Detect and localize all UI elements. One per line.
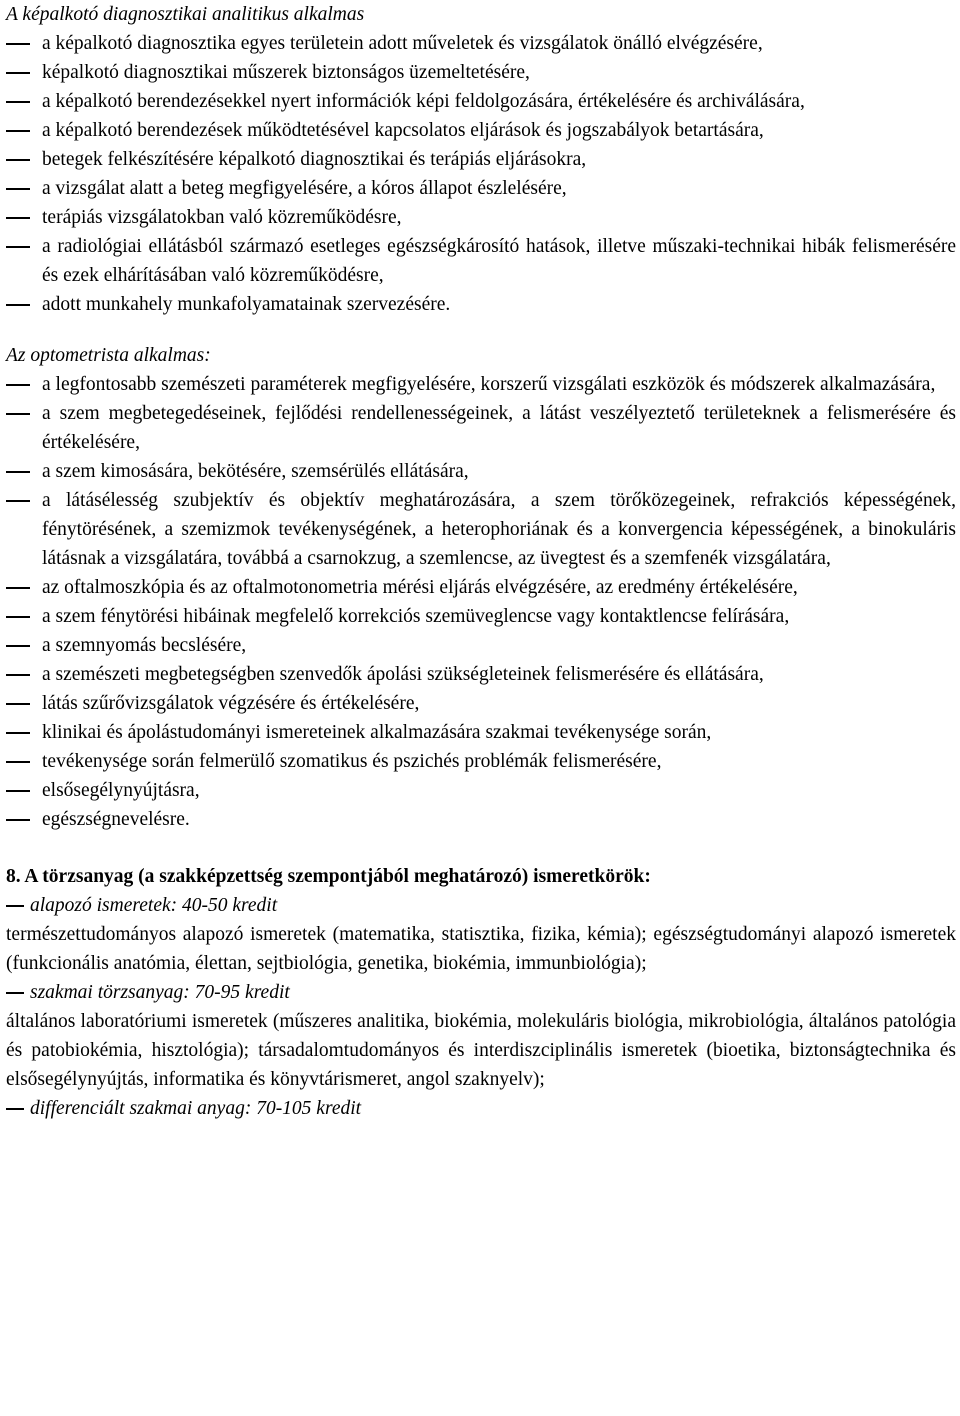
list-item-text: betegek felkészítésére képalkotó diagnosztikai és terápiás eljárásokra, <box>42 149 587 170</box>
optometrist-list <box>6 370 956 834</box>
list-item <box>6 203 956 232</box>
list-item <box>6 457 956 486</box>
list-item <box>6 486 956 573</box>
subheading-text: szakmai törzsanyag: 70-95 kredit <box>30 982 290 1003</box>
list-item <box>6 87 956 116</box>
list-item-text: terápiás vizsgálatokban való közreműködésre, <box>42 207 402 228</box>
subheading-text: differenciált szakmai anyag: 70-105 kredit <box>30 1098 362 1119</box>
list-item-text: a szem fénytörési hibáinak megfelelő korrekciós szemüveglencse vagy kontaktlencse felírására, <box>42 606 790 627</box>
list-item-text: a látásélesség szubjektív és objektív meghatározására, a szem törőközegeinek, refrakciós képességének, fénytörésének, a szemizmok tevékenységének, a heterophoriának és a konvergencia képességének, a binokuláris látásnak a vizsgálatára, továbbá a csarnokzug, a szemlencse, az üvegtest és a szemfenék vizsgálatára, <box>42 490 956 569</box>
section-heading-optometrist: Az optometrista alkalmas: <box>6 345 211 366</box>
dash-bullet <box>6 901 26 911</box>
list-item-text: a szemnyomás becslésére, <box>42 635 247 656</box>
list-item <box>6 718 956 747</box>
dash-bullet <box>6 988 26 998</box>
list-item-text: a vizsgálat alatt a beteg megfigyelésére, a kóros állapot észlelésére, <box>42 178 567 199</box>
list-item-text: a legfontosabb szemészeti paraméterek megfigyelésére, korszerű vizsgálati eszközök és módszerek alkalmazására, <box>42 374 936 395</box>
list-item <box>6 370 956 399</box>
list-item <box>6 776 956 805</box>
list-item-text: a radiológiai ellátásból származó esetleges egészségkárosító hatások, illetve műszaki-technikai hibák felismerésére és ezek elhárításában való közreműködésre, <box>42 236 956 286</box>
list-item <box>6 689 956 718</box>
section-heading-imaging: A képalkotó diagnosztikai analitikus alkalmas <box>6 4 365 25</box>
list-item <box>6 232 956 290</box>
list-item-text: képalkotó diagnosztikai műszerek biztonságos üzemeltetésére, <box>42 62 530 83</box>
spacer <box>6 319 956 341</box>
list-item <box>6 174 956 203</box>
list-item-text: adott munkahely munkafolyamatainak szervezésére. <box>42 294 451 315</box>
paragraph-foundation: természettudományos alapozó ismeretek (matematika, statisztika, fizika, kémia); egészségtudományi alapozó ismeretek (funkcionális anatómia, élettan, sejtbiológia, genetika, biokémia, immunbiológia); <box>6 924 956 974</box>
dash-bullet <box>6 1104 26 1114</box>
paragraph-core: általános laboratóriumi ismeretek (műszeres analitika, biokémia, molekuláris biológia, mikrobiológia, általános patológia és patobiokémia, hisztológia); társadalomtudományos és interdiszciplinális ismeretek (bioetika, biztonságtechnika és elsősegélynyújtás, informatika és könyvtárismeret, angol szaknyelv); <box>6 1011 956 1090</box>
subheading-core <box>6 978 956 1007</box>
list-item-text: a képalkotó diagnosztika egyes területein adott műveletek és vizsgálatok önálló elvégzésére, <box>42 33 763 54</box>
subheading-foundation <box>6 891 956 920</box>
list-item-text: a képalkotó berendezések működtetésével kapcsolatos eljárások és jogszabályok betartására, <box>42 120 764 141</box>
list-item <box>6 29 956 58</box>
list-item <box>6 747 956 776</box>
list-item-text: a szem megbetegedéseinek, fejlődési rendellenességeinek, a látást veszélyeztető területeknek a felismerésére és értékelésére, <box>42 403 956 453</box>
list-item-text: klinikai és ápolástudományi ismereteinek alkalmazására szakmai tevékenysége során, <box>42 722 712 743</box>
list-item-text: a szem kimosására, bekötésére, szemsérülés ellátására, <box>42 461 469 482</box>
list-item <box>6 573 956 602</box>
list-item <box>6 58 956 87</box>
list-item <box>6 660 956 689</box>
subheading-text: alapozó ismeretek: 40-50 kredit <box>30 895 278 916</box>
list-item-text: látás szűrővizsgálatok végzésére és értékelésére, <box>42 693 420 714</box>
subheading-differentiated <box>6 1094 956 1123</box>
section-title-core-curriculum: 8. A törzsanyag (a szakképzettség szempontjából meghatározó) ismeretkörök: <box>6 866 651 887</box>
list-item <box>6 805 956 834</box>
list-item-text: az oftalmoszkópia és az oftalmotonometria mérési eljárás elvégzésére, az eredmény értékelésére, <box>42 577 798 598</box>
list-item <box>6 399 956 457</box>
list-item-text: tevékenysége során felmerülő szomatikus és pszichés problémák felismerésére, <box>42 751 662 772</box>
list-item <box>6 602 956 631</box>
spacer <box>6 834 956 862</box>
list-item <box>6 290 956 319</box>
imaging-list <box>6 29 956 319</box>
list-item-text: elsősegélynyújtásra, <box>42 780 200 801</box>
list-item <box>6 145 956 174</box>
list-item <box>6 631 956 660</box>
list-item <box>6 116 956 145</box>
list-item-text: a szemészeti megbetegségben szenvedők ápolási szükségleteinek felismerésére és ellátására, <box>42 664 764 685</box>
list-item-text: a képalkotó berendezésekkel nyert információk képi feldolgozására, értékelésére és archiválására, <box>42 91 805 112</box>
list-item-text: egészségnevelésre. <box>42 809 190 830</box>
